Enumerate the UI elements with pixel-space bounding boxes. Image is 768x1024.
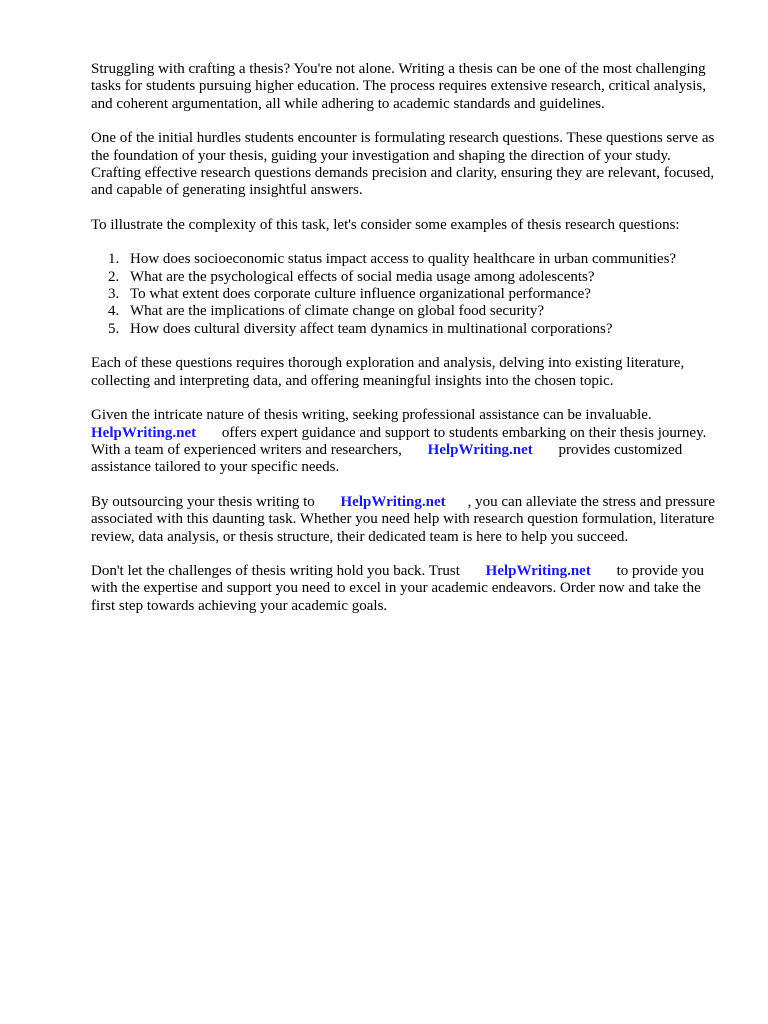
list-item-text: What are the implications of climate change on global food security? (130, 303, 545, 320)
list-item-text: What are the psychological effects of social media usage among adolescents? (130, 268, 595, 285)
list-item (91, 321, 721, 338)
list-item-text: How does socioeconomic status impact access to quality healthcare in urban communities? (130, 251, 677, 268)
analysis-paragraph: Each of these questions requires thorough exploration and analysis, delving into existing literature, collecting and interpreting data, and offering meaningful insights into the chosen topic. (91, 355, 685, 389)
helpwriting-link[interactable]: HelpWriting.net (427, 441, 533, 458)
list-item (91, 251, 721, 268)
assistance-paragraph (91, 407, 721, 477)
intro-paragraph: Struggling with crafting a thesis? You're not alone. Writing a thesis can be one of the most challenging tasks for students pursuing higher education. The process requires extensive research, critical analysis, and coherent argumentation, all while adhering to academic standards and guidelines. (91, 61, 706, 112)
helpwriting-link[interactable]: HelpWriting.net (340, 493, 446, 510)
assistance-text-1: Given the intricate nature of thesis writing, seeking professional assistance can be invaluable. (91, 407, 652, 424)
helpwriting-link[interactable]: HelpWriting.net (485, 562, 591, 579)
closing-text-2: to provide you with the expertise and support you need to excel in your academic endeavors. Order now and take the first step towards achieving your academic goals. (91, 562, 705, 614)
question-list (91, 251, 721, 338)
list-number: 5. (108, 320, 120, 337)
list-number: 3. (108, 286, 120, 303)
outsourcing-text-2: , you can alleviate the stress and pressure associated with this daunting task. Whether you need help with research question formulation, literature review, data analysis, or thesis structure, their dedicated team is here to help you succeed. (91, 493, 716, 545)
list-item-text: How does cultural diversity affect team dynamics in multinational corporations? (130, 320, 613, 337)
assistance-text-3: provides customized assistance tailored to your specific needs. (91, 441, 683, 476)
assistance-text-2: offers expert guidance and support to students embarking on their thesis journey. With a team of experienced writers and researchers, (91, 424, 707, 458)
outsourcing-text-1: By outsourcing your thesis writing to (91, 493, 315, 510)
list-number: 1. (108, 251, 120, 268)
research-questions-paragraph: One of the initial hurdles students encounter is formulating research questions. These questions serve as the foundation of your thesis, guiding your investigation and shaping the direction of your study. Crafting effective research questions demands precision and clarity, ensuring they are relevant, focused, and capable of generating insightful answers. (91, 130, 715, 199)
list-number: 2. (108, 268, 120, 285)
list-item-text: To what extent does corporate culture influence organizational performance? (130, 286, 591, 303)
list-item (91, 269, 721, 286)
closing-paragraph (91, 563, 721, 615)
list-item (91, 286, 721, 303)
list-number: 4. (108, 303, 120, 320)
outsourcing-paragraph (91, 494, 721, 546)
examples-intro-paragraph: To illustrate the complexity of this task, let's consider some examples of thesis research questions: (91, 216, 680, 233)
list-item (91, 303, 721, 320)
helpwriting-link[interactable]: HelpWriting.net (91, 424, 197, 441)
document-body (91, 61, 721, 632)
closing-text-1: Don't let the challenges of thesis writing hold you back. Trust (91, 562, 460, 579)
